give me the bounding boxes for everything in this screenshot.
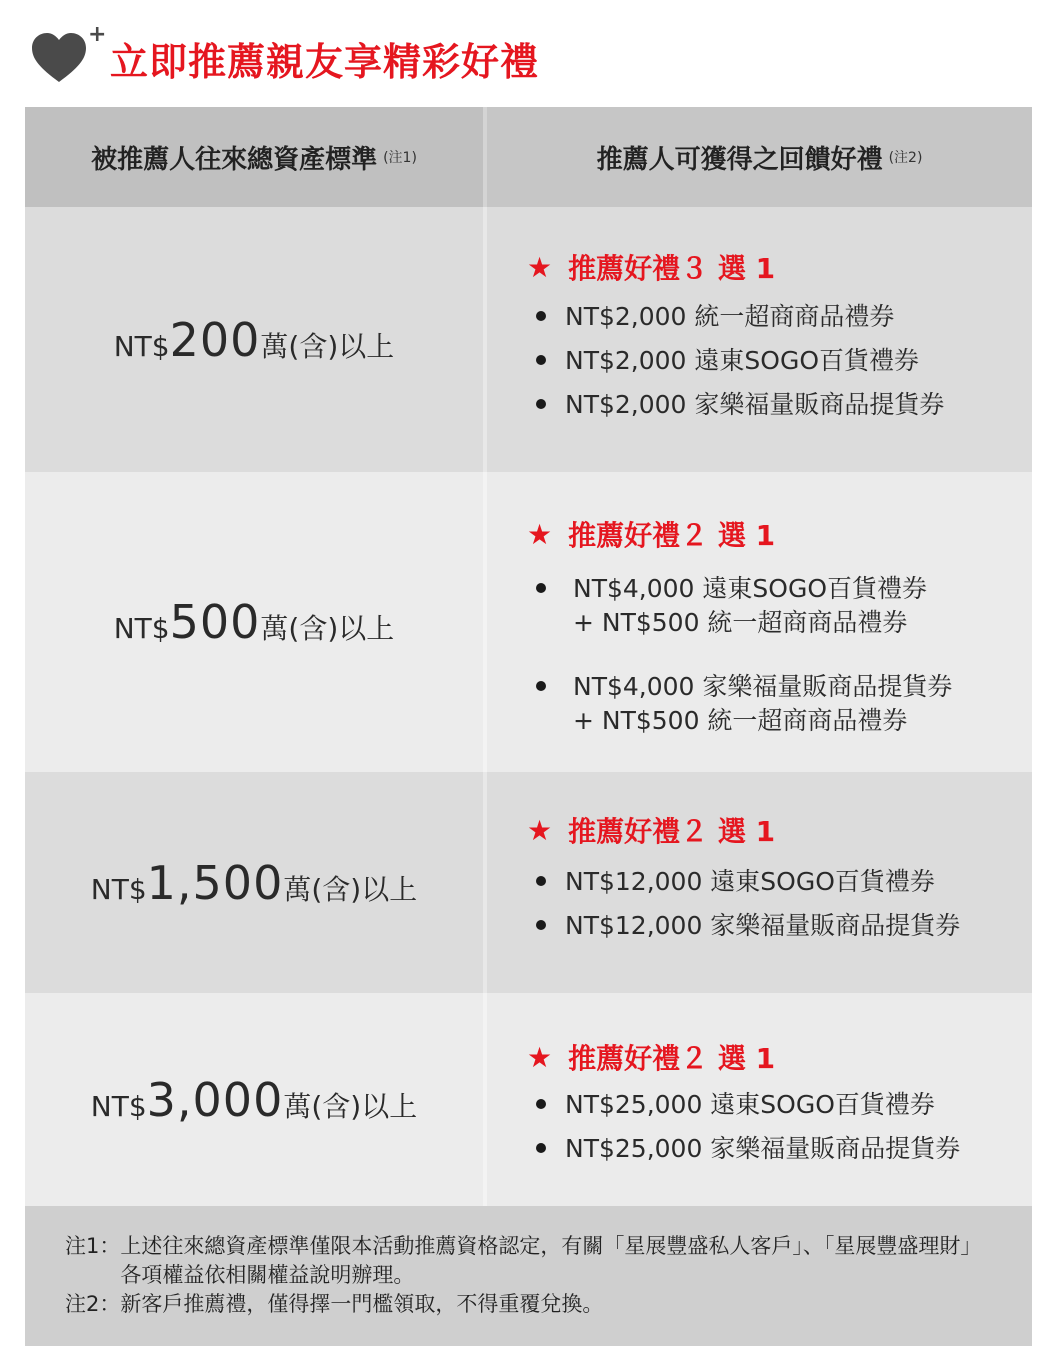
list-item: NT$2,000 遠東SOGO百貨禮券	[527, 339, 1032, 383]
gift-title: ★ 推薦好禮２ 選 1	[527, 1040, 776, 1075]
table-row	[25, 472, 1032, 772]
star-icon: ★	[527, 813, 553, 847]
list-item: NT$4,000 遠東SOGO百貨禮券 + NT$500 統一超商商品禮券	[527, 572, 1032, 640]
star-icon: ★	[527, 1040, 553, 1074]
list-item: NT$25,000 家樂福量販商品提貨券	[527, 1127, 1032, 1171]
footnote-1: 注1： 上述往來總資產標準僅限本活動推薦資格認定，有關「星展豐盛私人客戶」、「星展豐盛理財」各項權益依相關權益說明辦理。	[65, 1234, 982, 1287]
header-referrer-gift: 推薦人可獲得之回饋好禮 (注2)	[487, 107, 1032, 207]
list-item: NT$2,000 家樂福量販商品提貨券	[527, 383, 1032, 427]
gift-title: ★ 推薦好禮２ 選 1	[527, 517, 776, 552]
list-item: NT$2,000 統一超商商品禮券	[527, 295, 1032, 339]
asset-threshold: NT$ 500 萬(含)以上	[25, 472, 483, 772]
table-row	[25, 993, 1032, 1206]
gift-title: ★ 推薦好禮３ 選 1	[527, 250, 776, 285]
gift-table	[25, 107, 1032, 1206]
header-asset-standard: 被推薦人往來總資產標準 (注1)	[25, 107, 483, 207]
table-row	[25, 207, 1032, 472]
table-header	[25, 107, 1032, 207]
heart-plus-icon: +	[30, 28, 100, 88]
asset-threshold: NT$ 3,000 萬(含)以上	[25, 993, 483, 1206]
list-item: NT$25,000 遠東SOGO百貨禮券	[527, 1083, 1032, 1127]
list-item: NT$12,000 遠東SOGO百貨禮券	[527, 860, 1032, 904]
star-icon: ★	[527, 250, 553, 284]
page-title: 立即推薦親友享精彩好禮	[110, 39, 540, 84]
star-icon: ★	[527, 517, 553, 551]
table-row	[25, 772, 1032, 993]
asset-threshold: NT$ 200 萬(含)以上	[25, 207, 483, 472]
page-header	[30, 22, 540, 88]
list-item: NT$4,000 家樂福量販商品提貨券 + NT$500 統一超商商品禮券	[527, 670, 1032, 738]
list-item: NT$12,000 家樂福量販商品提貨券	[527, 904, 1032, 948]
asset-threshold: NT$ 1,500 萬(含)以上	[25, 772, 483, 993]
gift-title: ★ 推薦好禮２ 選 1	[527, 813, 776, 848]
footnote-2: 注2： 新客戶推薦禮，僅得擇一門檻領取，不得重覆兌換。	[65, 1292, 604, 1316]
footnotes	[25, 1206, 1032, 1346]
